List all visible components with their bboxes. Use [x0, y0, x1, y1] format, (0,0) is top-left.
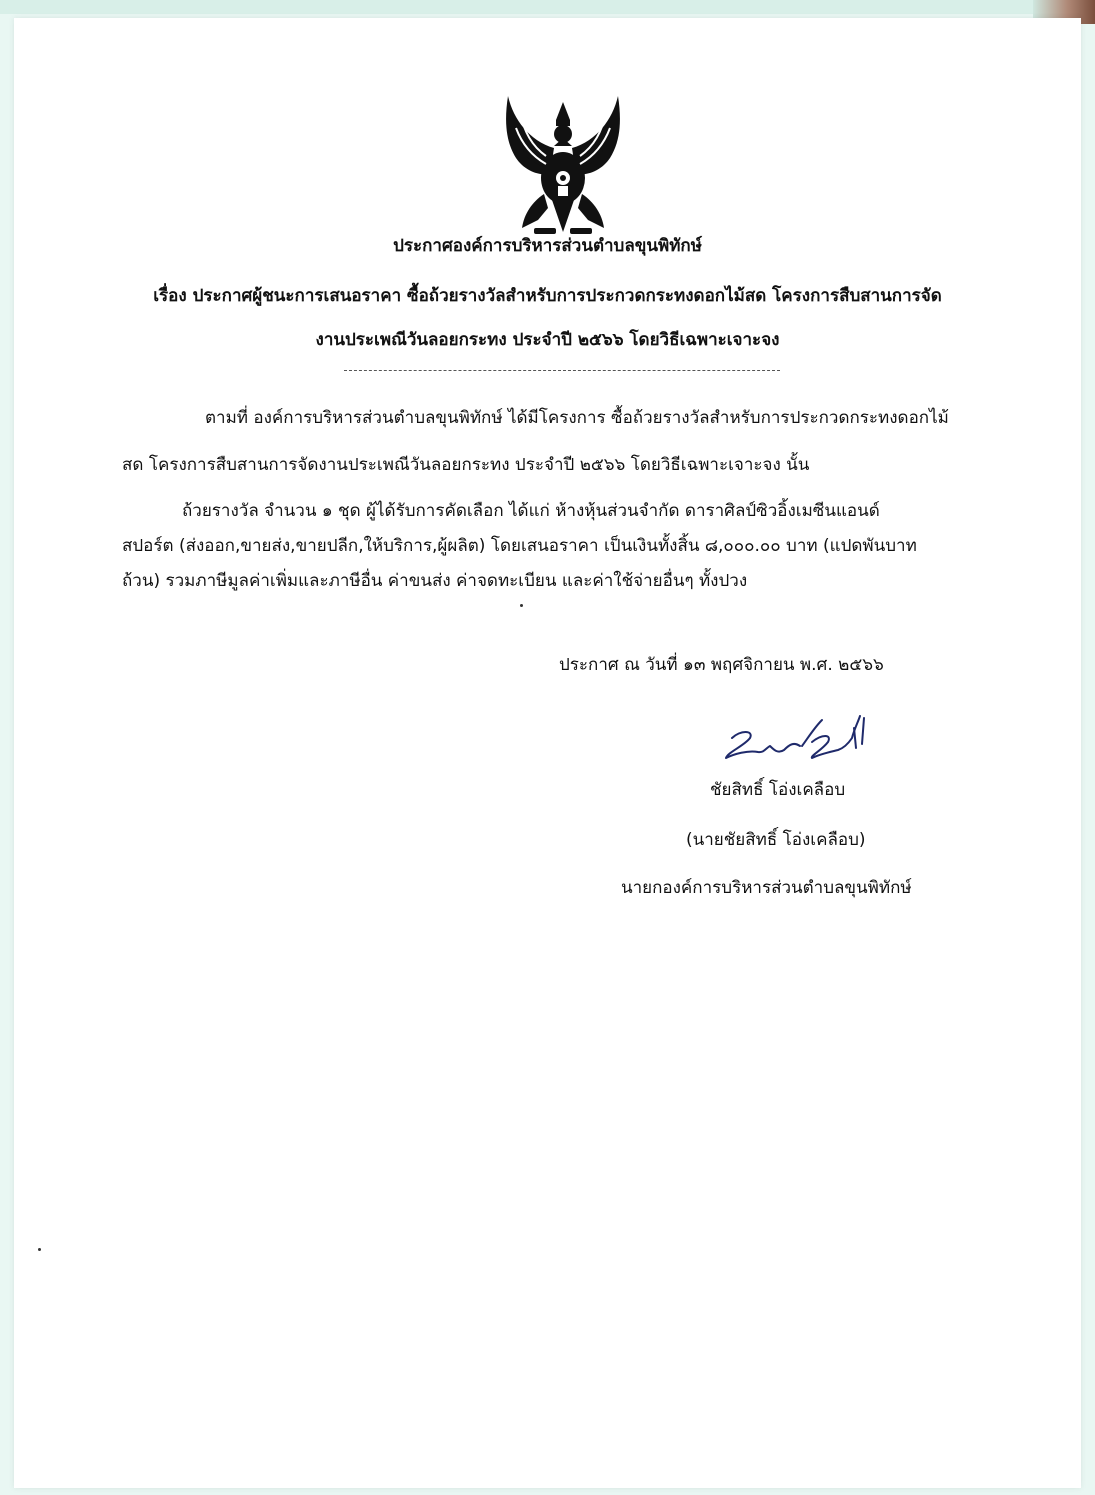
announcement-subject-line2: งานประเพณีวันลอยกระทง ประจำปี ๒๕๖๖ โดยวิธีเฉพาะเจาะจง	[315, 330, 780, 350]
photo-background-edge	[0, 0, 1095, 14]
heading-divider	[344, 370, 780, 371]
paper-speck	[520, 604, 523, 607]
body-paragraph2-line3: ถ้วน) รวมภาษีมูลค่าเพิ่มและภาษีอื่น ค่าขนส่ง ค่าจดทะเบียน และค่าใช้จ่ายอื่นๆ ทั้งปวง	[122, 571, 748, 591]
signer-name-parenthesized: (นายชัยสิทธิ์ โอ่งเคลือบ)	[686, 830, 866, 850]
signer-name: ชัยสิทธิ์ โอ่งเคลือบ	[710, 780, 846, 800]
announcement-date: ประกาศ ณ วันที่ ๑๓ พฤศจิกายน พ.ศ. ๒๕๖๖	[559, 655, 884, 675]
announcement-subject-line1: เรื่อง ประกาศผู้ชนะการเสนอราคา ซื้อถ้วยรางวัลสำหรับการประกวดกระทงดอกไม้สด โครงการสืบสานการจัด	[153, 286, 942, 306]
body-paragraph2-line1: ถ้วยรางวัล จำนวน ๑ ชุด ผู้ได้รับการคัดเลือก ได้แก่ ห้างหุ้นส่วนจำกัด ดาราศิลป์ซิวอิ้งเมซีนแอนด์	[182, 501, 880, 521]
body-paragraph1-line2: สด โครงการสืบสานการจัดงานประเพณีวันลอยกระทง ประจำปี ๒๕๖๖ โดยวิธีเฉพาะเจาะจง นั้น	[122, 455, 810, 475]
announcement-title: ประกาศองค์การบริหารส่วนตำบลขุนพิทักษ์	[393, 236, 702, 256]
body-paragraph1-line1: ตามที่ องค์การบริหารส่วนตำบลขุนพิทักษ์ ได้มีโครงการ ซื้อถ้วยรางวัลสำหรับการประกวดกระทงดอกไม้	[205, 408, 949, 428]
document-page	[14, 18, 1081, 1488]
paper-speck	[38, 1248, 41, 1251]
body-paragraph2-line2: สปอร์ต (ส่งออก,ขายส่ง,ขายปลีก,ให้บริการ,ผู้ผลิต) โดยเสนอราคา เป็นเงินทั้งสิ้น ๘,๐๐๐.๐๐ บาท (แปดพันบาท	[122, 536, 917, 556]
signature-image	[714, 708, 874, 768]
signer-position: นายกองค์การบริหารส่วนตำบลขุนพิทักษ์	[621, 878, 912, 898]
garuda-emblem-icon	[492, 82, 634, 242]
